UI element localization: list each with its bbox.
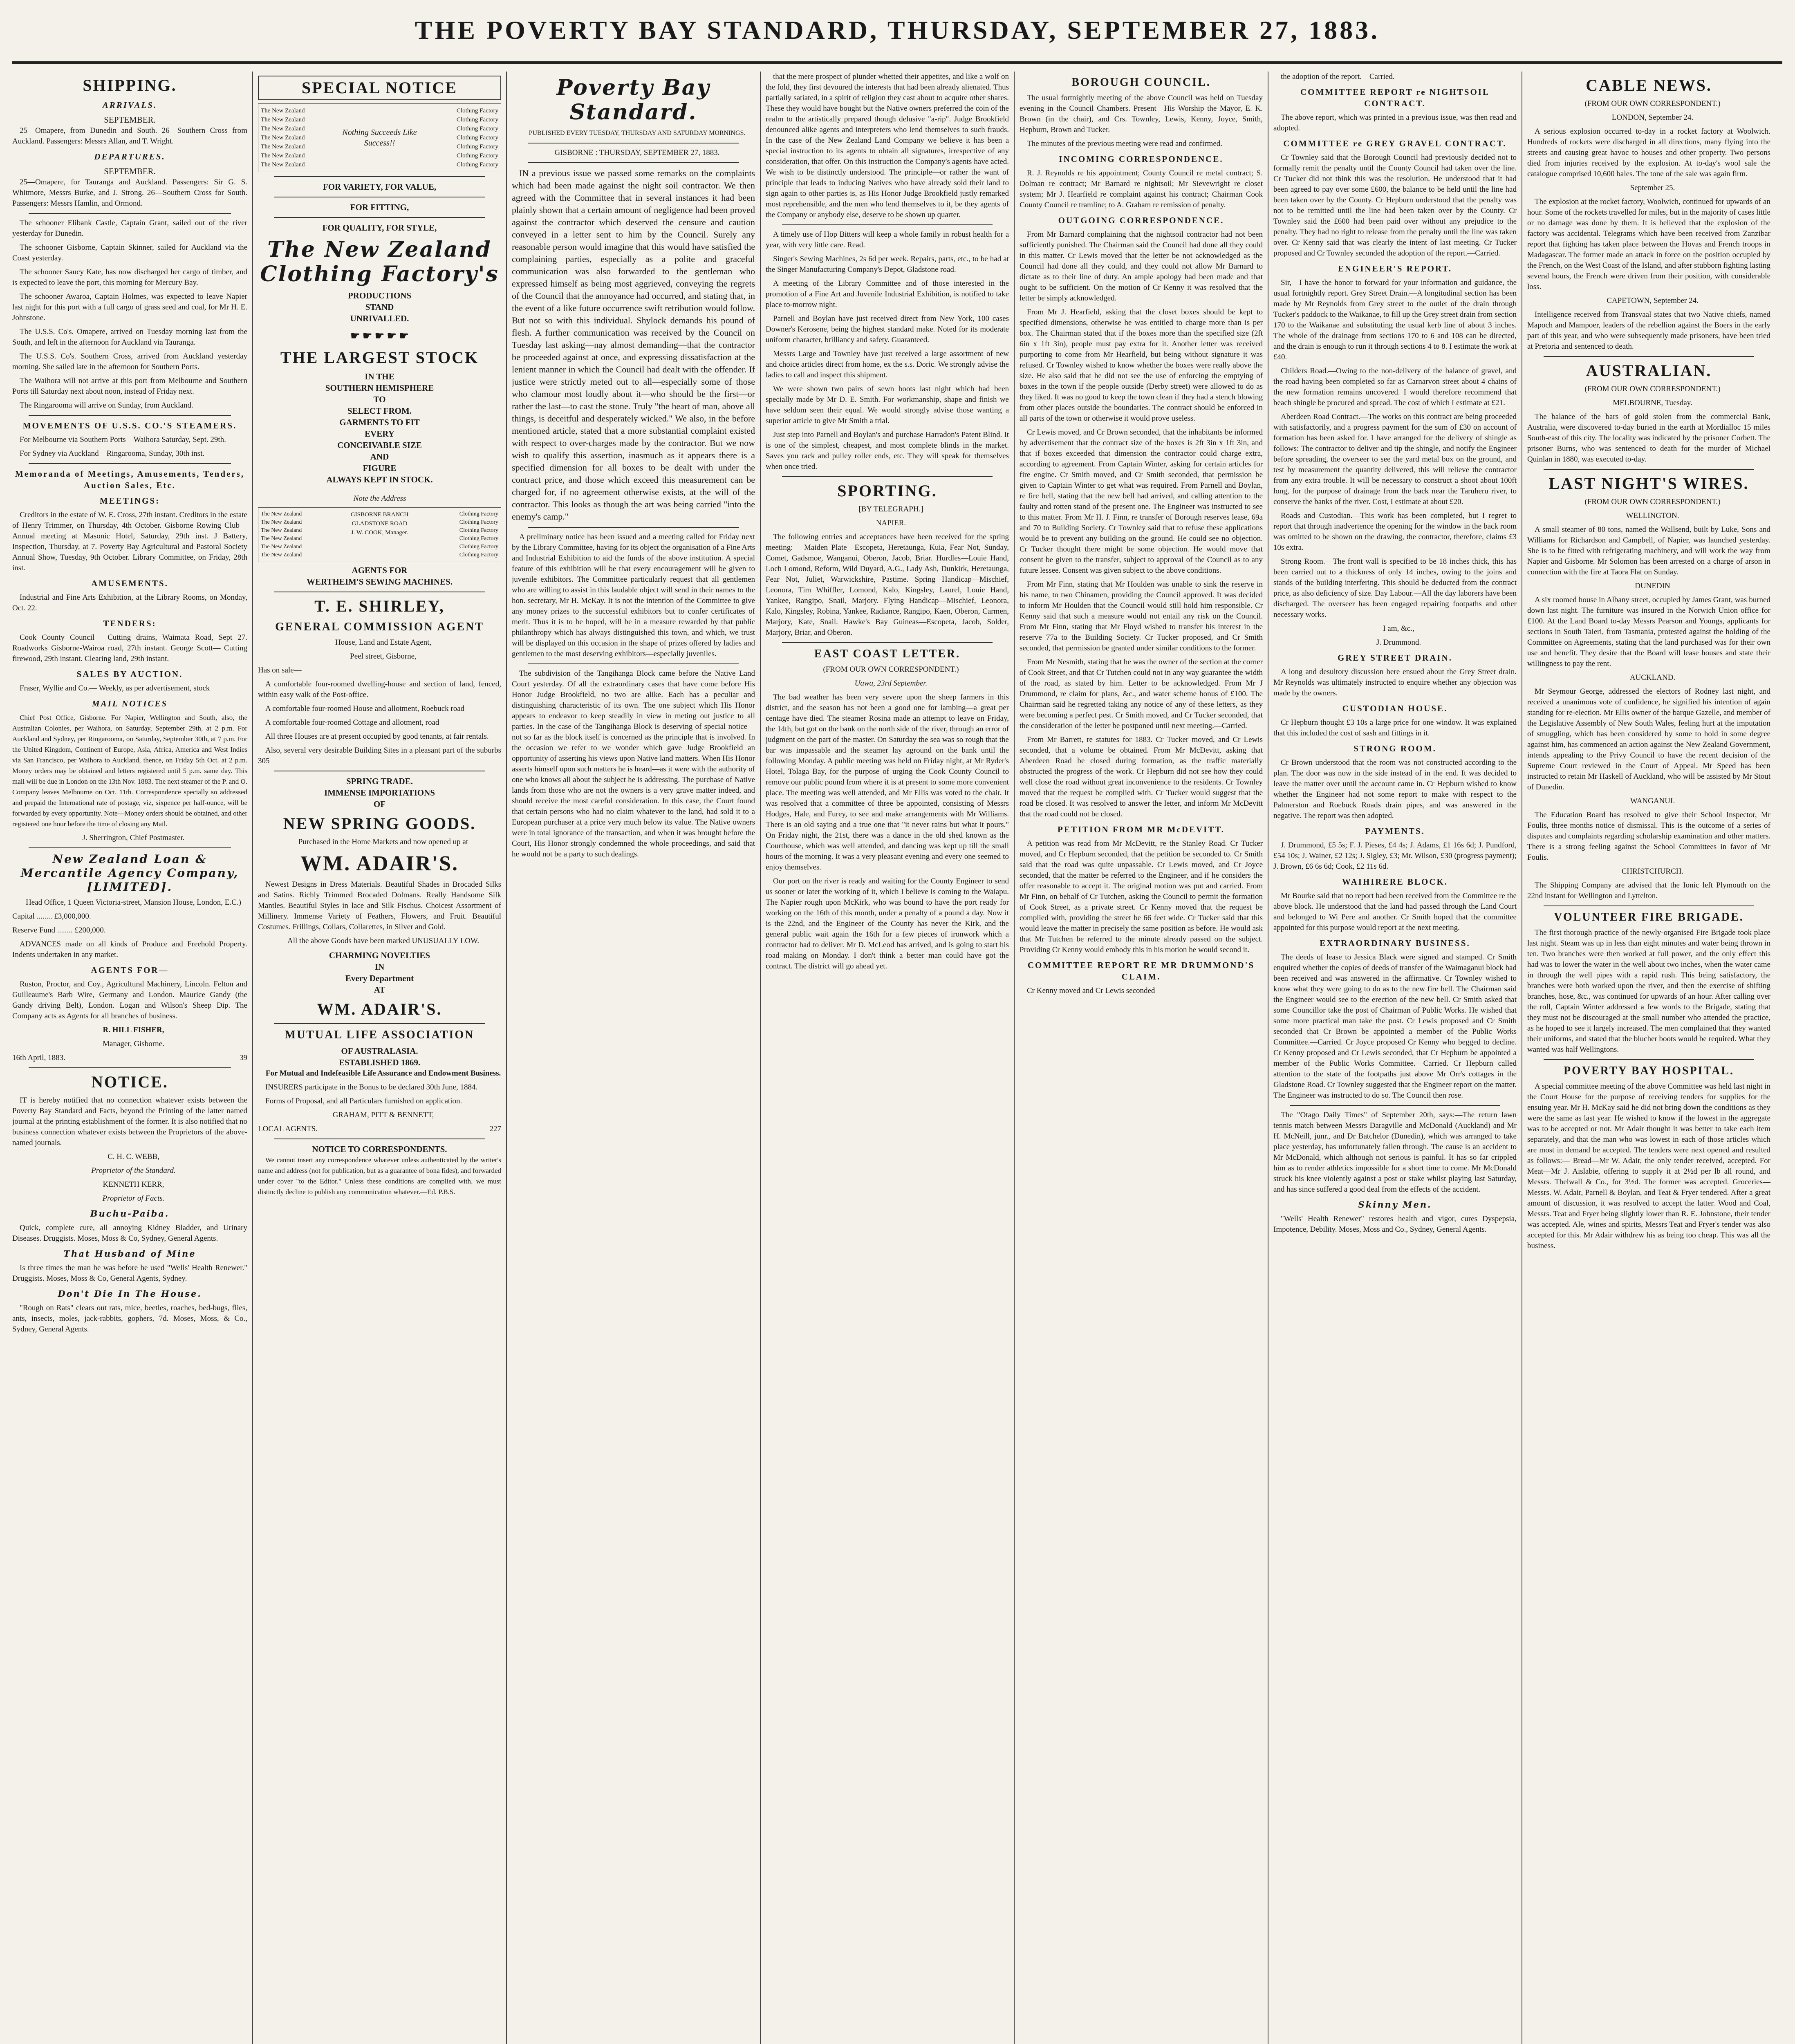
special-row: Clothing Factory <box>456 108 498 114</box>
gravel-heading: COMMITTEE re GREY GRAVEL CONTRACT. <box>1283 139 1507 148</box>
and: AND <box>370 452 389 462</box>
outgoing-heading: OUTGOING CORRESPONDENCE. <box>1058 215 1224 225</box>
departures-text: 25—Omapere, for Tauranga and Auckland. Passengers: Sir G. S. Whitmore, Messrs Burke, and J. Strong. 26—Southern Cross for South. Passengers: Messrs Hamlin, and Ormond. <box>12 178 247 208</box>
special-row: Clothing Factory <box>459 527 499 533</box>
divider <box>29 463 231 464</box>
special-row: The New Zealand <box>261 126 305 132</box>
insurers: INSURERS participate in the Bonus to be declared 30th June, 1884. <box>265 1083 478 1091</box>
manager-date: 16th April, 1883. <box>12 1053 65 1062</box>
largest-stock: THE LARGEST STOCK <box>280 348 479 367</box>
melbourne-dateline: MELBOURNE, Tuesday. <box>1613 399 1692 407</box>
local-paragraph: Parnell and Boylan have just received direct from New York, 100 cases Downer's Kerosene, being the highest standard make. Noted for its moderate uniform character, brilliancy and safety. Guaranteed. <box>766 314 1009 344</box>
divider <box>29 1067 231 1068</box>
at: AT <box>374 985 385 995</box>
reserve-label: Reserve Fund <box>12 926 56 935</box>
departures-heading: DEPARTURES. <box>94 152 166 161</box>
southern-hemisphere: SOUTHERN HEMISPHERE <box>325 383 434 393</box>
shipping-news: The schooner Gisborne, Captain Skinner, sailed for Auckland via the Coast yesterday. <box>12 243 247 262</box>
husband-heading: That Husband of Mine <box>63 1248 196 1259</box>
special-row: The New Zealand <box>261 152 305 159</box>
special-row: Clothing Factory <box>456 117 498 123</box>
masthead-rule <box>12 61 1782 64</box>
borough-heading: BOROUGH COUNCIL. <box>1071 76 1211 89</box>
special-row: Clothing Factory <box>459 552 499 558</box>
divider <box>1290 1105 1500 1106</box>
special-row: The New Zealand <box>261 536 302 542</box>
special-notice-ad <box>258 103 501 172</box>
notice-sig-1-title: Proprietor of the Standard. <box>91 1166 176 1175</box>
shipping-news: The schooner Elibank Castle, Captain Grant, sailed out of the river yesterday for Dunedin. <box>12 219 247 238</box>
east-coast-heading: EAST COAST LETTER. <box>814 648 961 660</box>
volunteer-heading: VOLUNTEER FIRE BRIGADE. <box>1554 911 1744 923</box>
always-kept: ALWAYS KEPT IN STOCK. <box>326 475 433 484</box>
editorial-text: IN a previous issue we passed some remarks on the complaints which had been made against the night soil contractor. We then agreed with the Committee that in several instances it had been plainly shown that a certain amount of negligence had been proved against the contractor which deserved the censure and caution conveyed in a letter sent to him by the Council. Surely any reasonable person would imagine that this would have satisfied the complaining parties, especially as a polite and graceful communication was also forwarded to the gentleman who expressed himself as being most aggrieved, conveying the regrets of the Council that the annoyance had occurred, and stating that, in the event of a like future occurrence swift retribution would follow. But not so with this individual. Shylock demands his pound of flesh. A further communication was received by the Council on Tuesday last asking—nay almost demanding—that the contractor be proceeded against at once, and expressing dissatisfaction at the lenient manner in which the Council had dealt with the offender. If justice were strictly meted out to all—especially some of those who clamour most loudly about it—who should be the first—or rather the last—to cast the stone. Truly "the heart of man, above all things, is deceitful and desperately wicked." We also, in the before mentioned article, stated that a more substantial complaint existed with respect to over-charges made by the contractor. But we now wish to qualify this assertion, inasmuch as it appears there is a specified dimension for all boxes to be dealt with under the contract price, and those which exceed this measurement can be charged for, if no agreement otherwise exists, at the will of the contractor. This looks as though the art was being carried "into the enemy's camp." <box>512 168 755 522</box>
council-text: Mr Bourke said that no report had been received from the Committee re the above block. He understood that the land had passed through the Land Court and belonged to Wi Pere and another. Cr Smith hoped that the committee appointed for this purpose would report at the next meeting. <box>1273 892 1517 932</box>
to: TO <box>373 394 386 404</box>
adair-heading-2: WM. ADAIR'S. <box>317 1000 442 1018</box>
column-4 <box>766 72 1009 2044</box>
borough-text: The minutes of the previous meeting were read and confirmed. <box>1027 139 1222 148</box>
article-text: that the mere prospect of plunder whetted their appetites, and like a wolf on the fold, they first devoured the interests that had been already alienated. Thus partially satiated, in a spirit of religion they cast about to acquire other shares. These they would have bought but the Native owners preferred the coin of the realm to the artistically prepared though delusive "a-rip". Judge Brookfield denounced alike agents and interpreters who lend themselves to such frauds. In the case of the New Zealand Land Company we believe it has been a special instruction to its agents to obtain all signatures, irrespective of any consideration, that offer. On this instruction the Company's agents have acted. We wish to be distinctly understood. The principle—or rather the want of principle that leads to inducing Natives who have already sold their land to sign again to other parties is, as His Honor Judge Brookfield justly remarked most reprehensible, and the men who lend themselves to it, be they agents of the Company or anybody else, deserve to be shown up quarter. <box>766 72 1009 219</box>
sept25-dateline: September 25. <box>1630 184 1675 192</box>
buchu-heading: Buchu-Paiba. <box>90 1208 170 1219</box>
special-row: The New Zealand <box>261 552 302 558</box>
correspondents-heading: NOTICE TO CORRESPONDENTS. <box>312 1144 447 1154</box>
purchased: Purchased in the Home Markets and now opened up at <box>298 838 468 846</box>
wertheim: WERTHEIM'S SEWING MACHINES. <box>307 577 453 587</box>
shirley-item: A comfortable four-roomed dwelling-house and section of land, fenced, within easy walk of the Post-office. <box>258 680 501 699</box>
east-coast-sub: (FROM OUR OWN CORRESPONDENT.) <box>823 665 959 674</box>
dunedin-text: A six roomed house in Albany street, occupied by James Grant, was burned down last night. The furniture was insured in the Norwich Union office for £100. At the Land Board to-day Messrs Pearson and Youngs, applicants for sections in South Taieri, from Tasmania, protested against the holding of the Committee on Agreements, stating that the land purchased was for their own use and benefit. They desire that the Board will lease houses and state their willingness to pay the rent. <box>1527 596 1770 668</box>
wanganui-text: The Education Board has resolved to give their School Inspector, Mr Foulis, three months notice of dismissal. This is the outcome of a series of disputes and complaints regarding scholarship examination and other matters. There is a strong feeling against the School Committees in favor of Mr Foulis. <box>1527 811 1770 862</box>
sign-off: I am, &c., <box>1383 624 1414 633</box>
shipping-news: The U.S.S. Co's. Southern Cross, arrived from Auckland yesterday morning. She sailed late in the afternoon for Southern Ports. <box>12 352 247 371</box>
every: EVERY <box>365 429 394 439</box>
departures-month: SEPTEMBER. <box>104 166 156 176</box>
sporting-sub: [BY TELEGRAPH.] <box>858 505 923 513</box>
special-row: Clothing Factory <box>459 544 499 550</box>
borough-text: From Mr Barrett, re statutes for 1883. Cr Tucker moved, and Cr Lewis seconded, that a volume be obtained. From Mr McDevitt, asking that Aberdeen Road be closed during formation, as the traffic materially obstructed the progress of the work. Cr Hepburn did not see how they could well close the road without great inconvenience to the residents. Cr Townley moved that the request be complied with. Cr Tucker would suggest that the road be closed. It was resolved to answer the letter, and inform Mr McDevitt that the road could not be closed. <box>1020 735 1263 818</box>
payments-heading: PAYMENTS. <box>1365 826 1425 836</box>
charming: CHARMING NOVELTIES <box>329 950 430 960</box>
divider <box>1544 356 1754 357</box>
wires-heading: LAST NIGHT'S WIRES. <box>1548 474 1749 493</box>
incoming-heading: INCOMING CORRESPONDENCE. <box>1059 154 1224 164</box>
special-row: The New Zealand <box>261 511 302 517</box>
petition-heading: PETITION FROM MR McDEVITT. <box>1058 825 1225 834</box>
notice-sig-2-title: Proprietor of Facts. <box>102 1194 165 1203</box>
borough-text: Cr Lewis moved, and Cr Brown seconded, that the inhabitants be informed by advertisement that the contract size of the boxes is 2ft 3in x 1ft 3in, and that if boxes exceeded that dimension the contractor could charge extra, according to agreement. From Captain Winter, asking for certain articles for fire engine. Cr Smith moved, and Cr Smith seconded, that permission be given to Captain Winter to get what was required. From Parnell and Boylan, re fire bell, stating that the new bell had arrived, and calling attention to the faulty and rotten stand of the present one. The Engineer was instructed to see to this matter. From Mr H. J. Finn, re transfer of Borough reserves lease, 69a and 70 to Building Society. Cr Townley said that to refuse these applications would be to prevent any building on the ground. He could see no objection. Cr Tucker thought there might be some objection. He would move that consent be given to the transfer, subject to approval of the Council as to any future lessee. Consent was given subject to the above conditions. <box>1020 428 1263 575</box>
tenders-text: Cook County Council— Cutting drains, Waimata Road, Sept 27. Roadworks Gisborne-Wairoa road, 27th instant. George Scott— Cutting firewood, 29th instant. Clearing land, 29th instant. <box>12 633 247 663</box>
council-text: Cr Brown understood that the room was not constructed according to the plan. The door was now in the side instead of in the end. It was decided to leave the matter over until the account came in. Cr Hepburn wished to know whether the Engineer had not some report to make with respect to the Palmerston and Roebuck Roads drain pipes, and was answered in the negative. The report was then adopted. <box>1273 758 1517 820</box>
address-mid <box>340 510 419 559</box>
variety-line: FOR QUALITY, FOR STYLE, <box>322 223 437 233</box>
mail-heading: MAIL NOTICES <box>92 699 168 708</box>
special-row: The New Zealand <box>261 134 305 141</box>
local-paragraph: We were shown two pairs of sewn boots last night which had been specially made by Mr D. E. Smith. For workmanship, shape and finish we have seldom seen their equal. We would strongly advise those wanting a superior article to give Mr Smith a trial. <box>766 385 1009 425</box>
wanganui-dateline: WANGANUI. <box>1630 797 1675 805</box>
special-row: Clothing Factory <box>459 511 499 517</box>
council-text: Aberdeen Road Contract.—The works on this contract are being proceeded with satisfactorily, and a progress payment for the sum of £30 on account of formation has been asked for. I have arranged for the delivery of shingle as follows: The contractor to deliver and tip the shingle, and notify the Engineer before spreading, the overseer to see the yard metal box on the ground, and test by measurement the quantity delivered, this will relieve the contractor from any extra trouble. It will be necessary to construct a shoot about 100ft long, for the purpose of drainage from the back near the Taruheru river, to conserve the banks of the river. Cost, I estimate at about £20. <box>1273 412 1517 506</box>
of: OF <box>373 799 386 809</box>
movements-text: For Sydney via Auckland—Ringarooma, Sunday, 30th inst. <box>20 449 205 458</box>
shirley-item: A comfortable four-roomed Cottage and allotment, road <box>265 718 439 727</box>
special-row: Clothing Factory <box>459 536 499 542</box>
husband-text: Is three times the man he was before he used "Wells' Health Renewer." Druggists. Moses, Moss & Co, General Agents, Sydney. <box>12 1264 247 1283</box>
shirley-item: All three Houses are at present occupied by good tenants, at fair rentals. <box>265 732 489 741</box>
paper-title: Poverty Bay Standard. <box>556 75 710 125</box>
local-paragraph: Messrs Large and Townley have just received a large assortment of new and choice articles direct from home, ex the s.s. Doric. We strongly advise the ladies to call and inspect this shipment. <box>766 350 1009 379</box>
agents-for: AGENTS FOR <box>352 565 408 575</box>
east-coast-date: Uawa, 23rd September. <box>854 679 928 688</box>
sporting-text: The following entries and acceptances have been received for the spring meeting:— Maiden Plate—Escopeta, Heretaunga, Kuia, Fear Not, Sunday, Comet, Gadsmoe, Wanganui, Oberon, Jacob, Briar. Hurdles—Louie Hand, Loch Lomond, Reform, Wild Duyard, A.G., Lady Ash, Dunkirk, Heretaunga, Fear Not, Juliet, Warwickshire, Pastime. Spring Handicap—Mischief, Leonora, Tim Whiffler, Lomond, Kalo, Kingsley, Laurel, Louie Hand, Yankee, Rangipo, Snail, Marjory. Flying Handicap—Mischief, Leonora, Kalo, Kingsley, Robina, Yankee, Radiance, Rangipo, Kaen, Oberon, Carmen, Marjory, Kate, Snail. Hawke's Bay Guineas—Escopeta, Jacob, Solder, Marjory, Briar, and Oberon. <box>766 533 1009 637</box>
column-5 <box>1020 72 1263 2044</box>
masthead: THE POVERTY BAY STANDARD, THURSDAY, SEPTEMBER 27, 1883. <box>415 16 1380 45</box>
variety-line: FOR VARIETY, FOR VALUE, <box>323 182 437 192</box>
east-coast-more: Our port on the river is ready and waiting for the County Engineer to send us sooner or later the working of it, which I believe is coming to the Waiapu. The Napier rough upon McKirk, who was bound to have the port ready for working on the 16th of this month, under a penalty of a pound a day. Now it is the 22nd, and the Engineer of the County has never the Kirk, and the general public wait again the 16th for a few pieces of ironwork which a contractor had to deliver. Mr D. McLeod has arrived, and is going to start his road making on Monday. I don't think a better man could have got the contract. The district will go ahead yet. <box>766 877 1009 970</box>
agents-heading: AGENTS FOR— <box>91 965 169 975</box>
shipping-heading: SHIPPING. <box>83 76 177 94</box>
adair-designs: Newest Designs in Dress Materials. Beautiful Shades in Brocaded Silks and Satins. Richly Trimmed Brocaded Dolmans. Really Handsome Silk Mantles. Beautiful Styles in lace and Silk Fischus. Choicest Assortment of Millinery. Immense Variety of Feathers, Flowers, and Fruit. Beautiful Costumes. Frillings, Collars, Collarettes, in Silver and Gold. <box>258 880 501 931</box>
divider <box>528 527 739 528</box>
spring-trade: SPRING TRADE. <box>346 776 413 786</box>
capetown-text: Intelligence received from Transvaal states that two Native chiefs, named Mapoch and Mampoer, leaders of the rebellion against the Boers in the early part of this year, and who were subsequently made prisoners, have been tried at Pretoria and sentenced to death. <box>1527 310 1770 351</box>
council-text: Strong Room.—The front wall is specified to be 18 inches thick, this has been carried out to a thickness of only 14 inches, owing to the joins and stands of the building interfering. This should be deducted from the contract price, as also deficiency of size. Day Labour.—All the day laborers have been discharged. The overseer has been engaged repairing footpaths and other necessary works. <box>1273 557 1517 619</box>
divider <box>1544 469 1754 470</box>
council-text: The deeds of lease to Jessica Black were signed and stamped. Cr Smith enquired whether the copies of deeds of transfer of the Waimaganui block had been received and was answered in the affirmative. Cr Townley wished to know what they were going to do as to the new fire bell. The Chairman said the Engineer would see to the erection of the new bell. Cr Smith asked that some Councillor take the post of Chairman of Public Works. He wished that some more practical man take the post. Cr Lewis proposed and Cr Smith seconded that Cr Brown be appointed a member of the Public Works Committee.—Carried. Cr Joyce proposed Cr Kenny who begged to decline. Cr Kenny proposed and Cr Lewis seconded, that Cr Hepburn be appointed a member of the Public Works Committee.—Carried. Cr Hepburn called attention to the state of the footpaths just above Mr Orr's cottages in the Gladstone Road. Cr Townley suggested that the Engineer report on the matter. The Engineer was instructed to do so. The Council then rose. <box>1273 953 1517 1100</box>
capital-line: Capital ........ £3,000,000. <box>12 912 91 921</box>
custodian-heading: CUSTODIAN HOUSE. <box>1342 704 1448 713</box>
skinny-text: "Wells' Health Renewer" restores health and vigor, cures Dyspepsia, Impotence, Debility. Moses, Moss and Co., Sydney, General Agents. <box>1273 1215 1517 1234</box>
local-paragraph: A timely use of Hop Bitters will keep a whole family in robust health for a year, with very little care. Read. <box>766 230 1009 249</box>
council-text: J. Drummond, £5 5s; F. J. Pieses, £4 4s; J. Adams, £1 16s 6d; J. Pundford, £54 10s; J. Wainer, £2 12s; J. Sigley, £3; Mr. Wilson, £30 (progress payment); J. Brown, £6 6s 6d; Cook, £2 11s 6d. <box>1273 841 1517 871</box>
advances-text: ADVANCES made on all kinds of Produce and Freehold Property. Indents undertaken in any market. <box>12 940 247 959</box>
special-row: Clothing Factory <box>459 519 499 525</box>
special-row: Clothing Factory <box>456 161 498 168</box>
sporting-heading: SPORTING. <box>837 482 937 500</box>
capital-value: £3,000,000. <box>54 912 91 921</box>
shipping-news: The Waihora will not arrive at this port from Melbourne and Southern Ports till Saturday next about noon, instead of Friday next. <box>12 377 247 396</box>
published: PUBLISHED EVERY TUESDAY, THURSDAY AND SATURDAY MORNINGS. <box>529 130 746 137</box>
special-row: The New Zealand <box>261 519 302 525</box>
manager-title: Manager, Gisborne. <box>103 1040 164 1048</box>
buchu-text: Quick, complete cure, all annoying Kidney Bladder, and Urinary Diseases. Druggists. Moses, Moss & Co, Sydney, General Agents. <box>12 1224 247 1243</box>
notice-sig-1: C. H. C. WEBB, <box>108 1152 159 1161</box>
divider <box>274 176 485 177</box>
hand-icons: ☛ ☛ ☛ ☛ ☛ <box>350 330 409 342</box>
borough-text: From Mr Barnard complaining that the nightsoil contractor had not been sufficiently punished. The Chairman said the Council had done all they could in this matter. Cr Lewis moved that the letter be not acknowledged as the Council had done all they could, and they could not allow Mr Barnard to dictate as to their line of duty. An ample apology had been made and that ought to be sufficient. On the motion of Cr Kenny it was resolved that the letter be simply acknowledged. <box>1020 230 1263 303</box>
wires-sub: (FROM OUR OWN CORRESPONDENT.) <box>1584 498 1721 506</box>
divider <box>528 162 739 163</box>
australian-heading: AUSTRALIAN. <box>1586 361 1712 380</box>
postmaster: J. Sherrington, Chief Postmaster. <box>82 834 185 842</box>
shirley-street: Peel street, Gisborne, <box>350 652 417 661</box>
tenders-heading: TENDERS: <box>103 619 157 628</box>
borough-text: A petition was read from Mr McDevitt, re the Stanley Road. Cr Tucker moved, and Cr Hepburn seconded, that the petition be seconded to. Cr Smith said that the road was quite unpassable. Cr Lewis moved, and Cr Joyce seconded, that the matter be referred to the Engineer, and if he considers the offer reasonable to accept it. The original motion was put and carried. From Mr Finn, on behalf of Cr Tutchen, asking the Council to permit the formation of Cook Street, as a private street. Cr Kenny moved that the request be complied with, providing the street be 66 feet wide. Cr Tucker said that this would leave the matter in precisely the same position as before. He would ask that Mr Tutchen be referred to the minute already passed on the subject. Providing Cr Kenny would embody this in his motion he would second it. <box>1020 839 1263 954</box>
garments: GARMENTS TO FIT <box>339 417 420 427</box>
council-text: Sir,—I have the honor to forward for your information and guidance, the usual fortnightly report. Grey Street Drain.—A longitudinal section has been made by Mr Reynolds from Grey street to the outlet of the drain through Tucker's paddock to the Waikanae, to fill up the Grey street drain from section 170 to the Waikanae and substituting the usual kerb line of about 3 inches. The whole of the drainage from sections 170 to 6 and 108 can be directed, and the drain is enough to run it through sections 4 to 8. I estimate the work at £40. <box>1273 278 1517 361</box>
borough-text: From Mr Finn, stating that Mr Houlden was unable to sink the reserve in his name, to two Chinamen, providing the Council approved. It was decided to inform Mr Houlden that the Council would still hold him responsible. Cr Kenny said that such a measure would not entail any risk on the Council. From Mr Finn, stating that Mr Floyd wished to transfer his interest in the reserve 77a to the Building Society. Cr Tucker proposed, and Cr Smith seconded, that permission be granted under similar conditions to the former. <box>1020 580 1263 652</box>
arrivals-text: 25—Omapere, from Dunedin and South. 26—Southern Cross from Auckland. Passengers: Messrs Allan, and T. Wright. <box>12 126 247 146</box>
wellington-text: A small steamer of 80 tons, named the Wallsend, built by Luke, Sons and Williams for Richardson and Campbell, of Napier, was launched yesterday. She is to be fitted with refrigerating machinery, and will work the way from Napier and Gisborne. Mr Solomon has been arrested on a charge of arson in connection with the fire at Taora Flat on Sunday. <box>1527 525 1770 576</box>
cable-sub: (FROM OUR OWN CORRESPONDENT.) <box>1584 99 1721 108</box>
divider <box>782 224 993 225</box>
london-dateline: LONDON, September 24. <box>1611 113 1694 122</box>
council-text: The above report, which was printed in a previous issue, was then read and adopted. <box>1273 113 1517 132</box>
special-right <box>422 106 498 169</box>
borough-text: The usual fortnightly meeting of the above Council was held on Tuesday evening in the Council Chambers. Present—His Worship the Mayor, E. K. Brown (in the chair), and Crs. Townley, Lewis, Kenny, Joyce, Smith, Hepburn, Brown and Tucker. <box>1020 94 1263 134</box>
notice-sig-2: KENNETH KERR, <box>103 1180 164 1189</box>
sales-heading: SALES BY AUCTION. <box>76 669 183 679</box>
dunedin-dateline: DUNEDIN <box>1635 582 1670 590</box>
sign-name: J. Drummond. <box>1376 638 1421 647</box>
special-row: The New Zealand <box>261 544 302 550</box>
amusements-text: Industrial and Fine Arts Exhibition, at the Library Rooms, on Monday, Oct. 22. <box>12 593 247 612</box>
notice-text: IT is hereby notified that no connection whatever exists between the Poverty Bay Standard and Facts, beyond the Printing of the latter named journal at the printing establishment of the former. It is also notified that no business connection whatever exists between the Proprietors of the above-named journals. <box>12 1096 247 1147</box>
variety-line: FOR FITTING, <box>350 202 409 212</box>
productions: PRODUCTIONS <box>347 291 412 300</box>
special-left <box>261 106 337 169</box>
mail-text: Chief Post Office, Gisborne. For Napier, Wellington and South, also, the Australian Colonies, per Waihora, on Saturday, September 29th, at 2 p.m. For Auckland and Sydney, per Ringarooma, on Saturday, September 30th, at 7 p.m. For the United Kingdom, Continent of Europe, Asia, Africa, America and West Indies via San Francisco, per Waihora to Auckland, thence, on Friday 5th Oct. at 2 p.m. Money orders may be obtained and letters registered until 5 p.m. same day. This mail will be due in London on the 13th Nov. 1883. The next steamer of the P. and O. Company leaves Melbourne on Oct. 11th. Correspondence specially so addressed and prepaid the International rate of postage, viz, sixpence per half-ounce, will be forwarded by every opportunity. Note—Money orders should be obtained, and other registered one hour before the time of closing any Mail. <box>12 714 247 828</box>
local-paragraph: A meeting of the Library Committee and of those interested in the promotion of a Fine Art and Juvenile Industrial Exhibition, is notified to take place to-morrow night. <box>766 279 1009 309</box>
hospital-heading: POVERTY BAY HOSPITAL. <box>1563 1065 1734 1077</box>
memoranda-heading: Memoranda of Meetings, Amusements, Tenders, Auction Sales, Etc. <box>15 469 245 490</box>
special-row: Clothing Factory <box>456 152 498 159</box>
borough-text: From Mr J. Hearfield, asking that the closet boxes should be kept to specified dimensions, otherwise he was entitled to charge more than is per box. The Chairman stated that if the boxes more than the specified size (2ft 6in x 1ft 3in), people must pay extra for it. Another letter was received purporting to come from Mr Hearfield, but being without signature it was refused. Cr Townley wished to know whether the boxes were really above the size. He also said that he did not see the use of enforcing the emptying of boxes in the town if the people outside (Derby street) were allowed to do as they liked. It was no good to keep the town clean if they had a stench blowing from other places outside the boundaries. The contract should be enforced in all parts of the town or otherwise it would prove useless. <box>1020 308 1263 423</box>
tangihanga-text: The subdivision of the Tangihanga Block came before the Native Land Court yesterday. Of all the extraordinary cases that have come before His Honor Judge Brookfield, no two are alike. Each has a peculiar and distinguishing characteristic of its own. The one subject which His Honor appears to endeavor to keep steadily in view in meting out justice to all parties. In the case of the Tangihanga Block is deserving of special notice—not so far as the block itself is concerned as the principle that is involved. In the occasion we refer to we wonder which gave Judge Brookfield an opportunity of asserting his views upon Native land matters. When His Honor asserts himself upon such matters he is heard—as it were with the authority of one who knows all about the subject he is addressing. The purchase of Native lands from those who are not the owners is a very grave matter indeed, and should receive the most careful consideration. In this case, the Court found that certain persons who had no claim whatever to the land, had sold it to a European purchaser at a price very much below its value. The Native owners were in total ignorance of the transaction, and when it was brought before the Court, His Honor strongly condemned the whole proceedings, and said that he would not be a party to such dealings. <box>512 669 755 858</box>
strong-room-heading: STRONG ROOM. <box>1354 744 1436 753</box>
exhibition-text: A preliminary notice has been issued and a meeting called for Friday next by the Library Committee, having for its object the organisation of a Fine Arts and Industrial Exhibition to aid the funds of the above institution. A special feature of this exhibition will be that every encouragement will be given to juvenile exhibitors. The Committee particularly request that all gentlemen who are willing to assist in this laudable object will send in their names to the hon. secretary, Mr H. McKay. It is not the intention of the Committee to give any money prizes to the successful exhibitors but to confer certificates of merit. Thus it is to be hoped, will be in a measure rewarded by that public philanthropy which has always distinguished this town, and which, we trust will be displayed on this occasion in the shape of prizes offered by ladies and gentlemen to the most deserving exhibitors—especially juveniles. <box>512 533 755 658</box>
loan-heading: New Zealand Loan & Mercantile Agency Company, [LIMITED]. <box>20 852 239 894</box>
council-text: Cr Townley said that the Borough Council had previously decided not to formally remit the penalty until the County Council had taken over the line. Cr Tucker did not think this was the resolution. He understood that it had been agreed to pay over some £600, the balance to be held until the line had been taken over by the County. Cr Hepburn understood that the penalty was not to be remitted until the line had been taken over by the County. Cr Townley said the £600 had been paid over without any prejudice to the penalty. They had no right to release from the penalty until the line was taken over. Cr Kenny said that was clearly the intent of last meeting. Cr Tucker proposed and Cr Townley seconded the adoption of the report.—Carried. <box>1273 153 1517 258</box>
column-rule <box>760 72 761 2044</box>
council-text: Roads and Custodian.—This work has been completed, but I regret to report that through inadvertence the opening for the window in the back room was omitted to be shown on the drawing, the contractor, therefore, claims £3 10s extra. <box>1273 511 1517 552</box>
special-row: Clothing Factory <box>456 126 498 132</box>
claim-heading: COMMITTEE REPORT RE MR DRUMMOND'S CLAIM. <box>1027 960 1255 982</box>
address-ad <box>258 507 501 562</box>
conceivable: CONCEIVABLE SIZE <box>337 440 422 450</box>
capital-label: Capital <box>12 912 35 921</box>
column-3 <box>512 72 755 2044</box>
divider <box>29 415 231 416</box>
figure: FIGURE <box>363 463 397 473</box>
auckland-text: Mr Seymour George, addressed the electors of Rodney last night, and received a unanimous vote of confidence, he signified his intention of again standing for re-election. Mr Ellis owner of the barque Gazelle, and member of the Legislative Assembly of New South Wales, feeling hurt at the imputation of smuggling, which has been considered by some to hold in some degree against him, has commenced an action against the New Zealand Government, intends appealing to the Privy Council to have the recent decision of the Supreme Court reviewed in the Court of Appeal. Mr Speed has been instructed to retain Mr Haskell of Auckland, who will be assisted by Mr Stout of Dunedin. <box>1527 687 1770 791</box>
divider <box>1544 905 1754 906</box>
every-department: Every Department <box>345 973 414 983</box>
shipping-news: The U.S.S. Co's. Omapere, arrived on Tuesday morning last from the South, and left in the afternoon for Auckland via Tauranga. <box>12 327 247 347</box>
special-row: Clothing Factory <box>456 143 498 150</box>
nightsoil-heading: COMMITTEE REPORT re NIGHTSOIL CONTRACT. <box>1300 87 1490 108</box>
special-row: The New Zealand <box>261 143 305 150</box>
shirley-sale: Has on sale— <box>258 666 302 675</box>
cable-heading: CABLE NEWS. <box>1586 76 1712 94</box>
address-manager: J. W. COOK, Manager. <box>351 529 408 536</box>
established: ESTABLISHED 1869. <box>338 1058 421 1067</box>
agents-text: Ruston, Proctor, and Coy., Agricultural Machinery, Lincoln. Felton and Guilleaume's Barb Wire, Germany and London. Maurice Gandy (the Gandy driving Belt), London. Logan and Wilson's Sheep Dip. The Company acts as Agents for all branches of business. <box>12 980 247 1020</box>
australian-sub: (FROM OUR OWN CORRESPONDENT.) <box>1584 385 1721 393</box>
borough-text: Cr Kenny moved and Cr Lewis seconded <box>1027 986 1155 995</box>
forms: Forms of Proposal, and all Particulars furnished on application. <box>265 1097 462 1105</box>
movements-heading: MOVEMENTS OF U.S.S. CO.'S STEAMERS. <box>22 421 237 430</box>
column-rule <box>252 72 253 2044</box>
address-right <box>419 510 498 559</box>
column-rule <box>506 72 507 2044</box>
auckland-dateline: AUCKLAND. <box>1629 673 1676 682</box>
arrivals-heading: ARRIVALS. <box>102 100 157 110</box>
shirley-sub: GENERAL COMMISSION AGENT <box>275 621 484 633</box>
local-agents-line <box>258 1124 501 1134</box>
column-6 <box>1273 72 1517 2044</box>
column-1 <box>12 72 247 2044</box>
skinny-heading: Skinny Men. <box>1358 1199 1432 1210</box>
manager-ref: 39 <box>240 1053 247 1062</box>
divider <box>528 663 739 664</box>
select-from: SELECT FROM. <box>347 406 412 416</box>
new-spring-goods: NEW SPRING GOODS. <box>283 814 476 833</box>
melbourne-text: The balance of the bars of gold stolen from the commercial Bank, Australia, were discovered to-day buried in the earth at Mordialloc 15 miles South-east of this city. The locality was indicated by the prisoner Corbett. The prisoner Burns, who was sentenced to death for the murder of Michael Quinlan in 1880, was executed to-day. <box>1527 412 1770 464</box>
sept25-text: The explosion at the rocket factory, Woolwich, continued for upwards of an hour. Some of the rockets travelled for miles, but in the majority of cases little or no damage was done by them. It is believed that the explosion of the factory was accidental. Telegrams which have been received from Zanzibar report that fighting has taken place between the Hovas and French troops in Madagascar. The former made an attack in force on the position occupied by the French, on the West Coast of the Island, and after stubborn fighting lasting several hours, the French were driven from their position, with considerable loss. <box>1527 197 1770 291</box>
special-row: Clothing Factory <box>456 134 498 141</box>
divider <box>29 847 231 848</box>
shirley-item: Also, several very desirable Building Sites in a pleasant part of the suburbs 305 <box>258 746 501 765</box>
column-7 <box>1527 72 1770 2044</box>
grey-drain-heading: GREY STREET DRAIN. <box>1338 653 1452 663</box>
movements-text: For Melbourne via Southern Ports—Waihora Saturday, Sept. 29th. <box>20 435 226 444</box>
divider <box>1544 1059 1754 1060</box>
extraordinary-heading: EXTRAORDINARY BUSINESS. <box>1320 938 1470 948</box>
notice-heading: NOTICE. <box>91 1073 168 1091</box>
manager-date-line <box>12 1053 247 1063</box>
council-text: Cr Hepburn thought £3 10s a large price for one window. It was explained that this included the cost of sash and fittings in it. <box>1273 718 1517 737</box>
special-notice-heading: SPECIAL NOTICE <box>258 76 501 100</box>
divider <box>274 1023 485 1024</box>
special-row: The New Zealand <box>261 527 302 533</box>
local-paragraph: Singer's Sewing Machines, 2s 6d per week. Repairs, parts, etc., to be had at the Singer Manufacturing Company's Depot, Gladstone road. <box>766 255 1009 274</box>
east-coast-text: The bad weather has been very severe upon the sheep farmers in this district, and the season has not been a good one for lambing—a great per centage have died. The steamer Rosina made an attempt to leave on Friday, the 14th, but got on the bank on the north side of the river, through an error of judgment on the part of the master. On Saturday the sea was so rough that the bar was impassable and the steamer lay aground on the bank until the following Monday. A public meeting was held on Friday night, at Mr Ryder's Hotel, Tolaga Bay, for the purpose of urging the Cook County Council to remove our public pound from where it is at present to some more convenient place. The meeting was well attended, and Mr Ellis was voted to the chair. It was resolved that a committee of three be appointed, consisting of Messrs Hodges, Hale, and Furey, to see and make arrangements with Mr Williams. There is an old saying and a true one that "it never rains but what it pours." On Friday night, the 21st, there was a dance in the old shed known as the Courthouse, which was well attended, and dancing was kept up till the small hours of the morning. It was a very pleasant evening and every one seemed to enjoy themselves. <box>766 693 1009 872</box>
note-address: Note the Address— <box>353 494 413 503</box>
divider <box>274 217 485 218</box>
shipping-news: The schooner Saucy Kate, has now discharged her cargo of timber, and is expected to leave the port, this morning for Mercury Bay. <box>12 268 247 287</box>
shirley-item: A comfortable four-roomed House and allotment, Roebuck road <box>265 704 465 713</box>
address-road: GLADSTONE ROAD <box>352 520 408 527</box>
christchurch-dateline: CHRISTCHURCH. <box>1621 867 1684 876</box>
waihirere-heading: WAIHIRERE BLOCK. <box>1342 877 1448 887</box>
engineer-heading: ENGINEER'S REPORT. <box>1338 264 1452 273</box>
council-text: Childers Road.—Owing to the non-delivery of the balance of gravel, and the road having been completed so far as Carnarvon street about 4 chains of the new formation remains uncovered. I would therefore recommend that beach shingle be procured and spread. The cost of which I estimate at £21. <box>1273 367 1517 407</box>
loan-office: Head Office, 1 Queen Victoria-street, Mansion House, London, E.C.) <box>26 898 241 907</box>
london-text: A serious explosion occurred to-day in a rocket factory at Woolwich. Hundreds of rockets were discharged in all directions, many flying into the streets and causing great havoc to houses and other property. Two persons died from injuries received by the explosion. At to-day's wool sale the catalogue comprised 10,600 bales. The tone of the sale was again firm. <box>1527 127 1770 178</box>
address-left <box>261 510 340 559</box>
shipping-news: The Ringarooma will arrive on Sunday, from Auckland. <box>20 401 193 410</box>
tennis-text: The "Otago Daily Times" of September 20th, says:—The return lawn tennis match between Messrs Daragville and McDonald (Auckland) and Mr H. McNeill, junr., and Dr Batchelor (Dunedin), which was arranged to take place yesterday, has unfortunately fallen through. The cause is an accident to Mr McDonald, which although not serious is painful. It has so far crippled him as to render athletics impossible for a short time to come. Mr McDonald struck his knee violently against a post or stake whilst playing last Saturday, and has since suffered a good deal from the effects of the accident. <box>1273 1111 1517 1194</box>
rats-heading: Don't Die In The House. <box>58 1289 202 1299</box>
stand: STAND <box>365 302 394 312</box>
all-above: All the above Goods have been marked UNUSUALLY LOW. <box>287 937 479 945</box>
reserve-value: £200,000. <box>74 926 106 935</box>
column-rule <box>1014 72 1015 2044</box>
meetings-heading: MEETINGS: <box>99 496 160 506</box>
special-row: The New Zealand <box>261 108 305 114</box>
in-the: IN THE <box>365 372 394 381</box>
shipping-news: The schooner Awaroa, Captain Holmes, was expected to leave Napier last night for this port with a full cargo of grass seed and coal, for Mr H. E. Johnstone. <box>12 292 247 322</box>
mutual-for: For Mutual and Indefeasible Life Assurance and Endowment Business. <box>265 1069 501 1078</box>
council-text: the adoption of the report.—Carried. <box>1281 72 1395 81</box>
mutual-heading: MUTUAL LIFE ASSOCIATION <box>285 1029 475 1041</box>
hospital-text: A special committee meeting of the above Committee was held last night in the Court House for the purpose of receiving tenders for supplies for the ensuing year. Mr H. McKay said he did not bring down the conditions as they were the same as last year. He wished to know if the lowest in the aggregate was to be accepted or not. Mr Adair thought it was better to take each item separately, and that the man who was lowest in each of those articles which are most in demand be accepted. The tenders were next opened and resulted as follows:— Bread—Mr W. Adair, the only tender received, accepted. For Meat—Mr J. Aislabie, offering to supply it at 2½d per lb all round, and Messrs. Thelwall & Co., for 3½d. The former was accepted. Groceries—Messrs. W. Adair, Parnell & Boylan, and Teat & Fryer tendered. After a great amount of discussion, it was resolved to accept the latter. Wood and Coal, Messrs. Teat and Fryer being slightly lower than R. E. Johnstone, their tender was accepted. Ale, wines and spirits, Messrs Teat and Fryer's tender was also accepted for this. Mr Adair withdrew his as being too cheap. This was all the business. <box>1527 1082 1770 1250</box>
local-paragraph: Just step into Parnell and Boylan's and purchase Harradon's Patent Blind. It is one of the simplest, cheapest, and most complete blinds in the market. Saves you rack and pulley roller ends, etc. They will speak for themselves when once tried. <box>766 430 1009 471</box>
shirley-house: House, Land and Estate Agent, <box>335 638 432 647</box>
borough-text: From Mr Nesmith, stating that he was the owner of the section at the corner of Cook Street, and that Cr Tutchen could not in any way guarantee the width of the road, as stated by him. Letter to be acknowledged. From Mr J Drummond, re claim for plans, &c., and water scheme bonus of £100. The Chairman said he regretted taking any notice of any of these letters, as they were becoming a perfect pest. Cr Smith moved, and Cr Tucker seconded, that the consideration of the letter be postponed until next meeting.—Carried. <box>1020 658 1263 730</box>
divider <box>782 642 993 643</box>
dateline: GISBORNE : THURSDAY, SEPTEMBER 27, 1883. <box>554 148 720 157</box>
divider <box>782 476 993 477</box>
address-branch: GISBORNE BRANCH <box>350 511 409 518</box>
nz-clothing-heading: The New Zealand Clothing Factory's <box>260 237 499 287</box>
arrivals-month: SEPTEMBER. <box>104 115 156 125</box>
divider <box>29 213 231 214</box>
special-row: The New Zealand <box>261 117 305 123</box>
borough-text: R. J. Reynolds re his appointment; County Council re metal contract; S. Dolman re contract; Mr Barnard re nightsoil; Mr Sievewright re closet system; Mr J. Hearfield re complaint against his contract; Chairman Cook County Council re tramline; to A. Graham re remission of penalty. <box>1020 169 1263 209</box>
local-agents: LOCAL AGENTS. <box>258 1125 318 1133</box>
sales-text: Fraser, Wyllie and Co.— Weekly, as per advertisement, stock <box>20 684 210 693</box>
local-ref: 227 <box>489 1125 501 1133</box>
rats-text: "Rough on Rats" clears out rats, mice, beetles, roaches, bed-bugs, flies, ants, insects, moles, jack-rabbits, gophers, 7d. Moses, Moss, & Co., Sydney, General Agents. <box>12 1304 247 1334</box>
correspondents-text: We cannot insert any correspondence whatever unless authenticated by the writer's name and address (not for publication, but as a guarantee of bona fides), and forwarded under cover "to the Editor." Unless these conditions are complied with, we must distinctly decline to publish any communication whatever.—Ed. P.B.S. <box>258 1156 501 1196</box>
special-mid: Nothing Succeeds Like Success!! <box>342 128 417 148</box>
napier: NAPIER. <box>876 519 906 527</box>
immense: IMMENSE IMPORTATIONS <box>324 788 435 798</box>
graham: GRAHAM, PITT & BENNETT, <box>332 1111 434 1119</box>
in: IN <box>374 962 385 972</box>
mutual-sub: OF AUSTRALASIA. <box>341 1046 418 1056</box>
reserve-line: Reserve Fund ........ £200,000. <box>12 926 106 935</box>
amusements-heading: AMUSEMENTS. <box>91 578 168 588</box>
shirley-heading: T. E. SHIRLEY, <box>314 597 445 615</box>
unrivalled: UNRIVALLED. <box>350 314 409 323</box>
manager-name: R. HILL FISHER, <box>103 1026 164 1034</box>
council-text: A long and desultory discussion here ensued about the Grey Street drain. Mr Reynolds was ultimately instructed to enquire whether any objection was made by the owners. <box>1273 668 1517 697</box>
volunteer-text: The first thorough practice of the newly-organised Fire Brigade took place last night. Steam was up in less than eight minutes and water being thrown in ten. Two branches were then worked at full power, and the only effect this had was to lower the water in the well about two inches, when the water came in through the well pipes with a rapid rush. This being satisfactory, the branches were both worked upon the river, and then the exercise of shifting branches, hose, &c., was continued for upwards of an hour. After calling over the roll, Captain Winter addressed a few words to the Brigade, stating that they must not be discouraged at the small number who attended the practice, as he hoped to see it largely increased. The men complained that they wanted their uniforms, and stated that the blucher boots would be required. What they wanted was half Wellingtons. <box>1527 928 1770 1054</box>
wellington-dateline: WELLINGTON. <box>1626 511 1679 520</box>
christchurch-text: The Shipping Company are advised that the Ionic left Plymouth on the 22nd instant for Wellington and Lyttelton. <box>1527 881 1770 900</box>
meetings-text: Creditors in the estate of W. E. Cross, 27th instant. Creditors in the estate of Henry Trimmer, on Thursday, 4th October. Gisborne Rowing Club—Annual meeting at Masonic Hotel, Saturday, 29th inst. J Battery, Inspection, Thursday, at 7. Poverty Bay Agricultural and Pastoral Society Annual Show, Tuesday, 9th October. Library Committee, on Friday, 28th inst. <box>12 511 247 572</box>
column-2 <box>258 72 501 2044</box>
adair-heading: WM. ADAIR'S. <box>300 852 459 875</box>
capetown-dateline: CAPETOWN, September 24. <box>1607 296 1699 305</box>
special-row: The New Zealand <box>261 161 305 168</box>
